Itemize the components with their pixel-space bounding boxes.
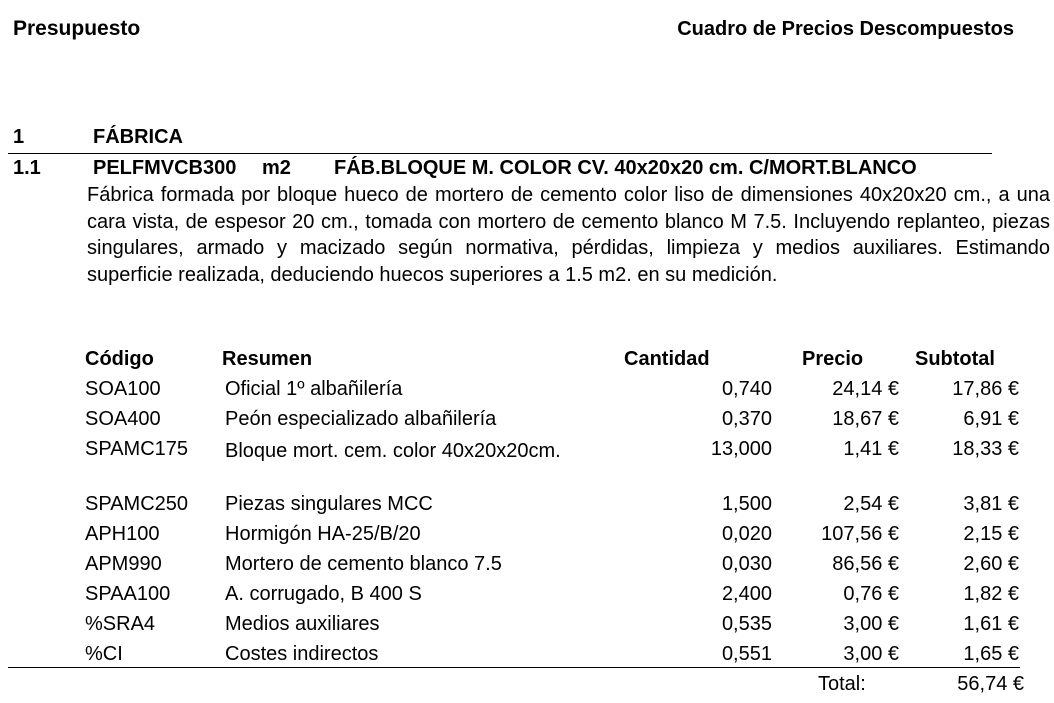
row-code: SPAMC175 [85, 438, 189, 460]
row-summary: Costes indirectos [225, 643, 379, 665]
row-summary: A. corrugado, B 400 S [225, 583, 422, 605]
item-code: PELFMVCB300 [93, 157, 237, 179]
row-code: SOA100 [85, 378, 161, 400]
row-quantity: 13,000 [710, 438, 772, 460]
row-summary: Bloque mort. cem. color 40x20x20cm. [225, 440, 561, 462]
row-quantity: 0,551 [721, 643, 772, 665]
row-code: %CI [85, 643, 123, 665]
chapter-divider [8, 153, 992, 154]
item-unit: m2 [262, 157, 291, 179]
column-header-summary: Resumen [222, 348, 313, 370]
row-price: 0,76 € [843, 583, 899, 605]
document-type-title: Cuadro de Precios Descompuestos [677, 18, 1014, 40]
row-price: 24,14 € [832, 378, 899, 400]
item-number: 1.1 [13, 157, 41, 179]
row-code: APH100 [85, 523, 160, 545]
column-header-price: Precio [802, 348, 864, 370]
row-quantity: 2,400 [721, 583, 772, 605]
row-price: 18,67 € [832, 408, 899, 430]
row-subtotal: 17,86 € [952, 378, 1019, 400]
row-price: 86,56 € [832, 553, 899, 575]
row-quantity: 1,500 [721, 493, 772, 515]
row-code: %SRA4 [85, 613, 156, 635]
column-header-quantity: Cantidad [624, 348, 710, 370]
row-price: 1,41 € [843, 438, 899, 460]
chapter-number: 1 [13, 126, 25, 148]
item-description: Fábrica formada por bloque hueco de mortero de cemento color liso de dimensiones 40x20x20 cm., a una cara vista, de espesor 20 cm., tomada con mortero de cemento blanco M 7.5. Incluyendo replanteo, piezas singulares, armado y macizado según normativa, pérdidas, limpieza y medios auxiliares. Estimando superficie realizada, deduciendo huecos superiores a 1.5 m2. en su medición. [87, 184, 1050, 286]
row-price: 3,00 € [843, 613, 899, 635]
row-summary: Mortero de cemento blanco 7.5 [225, 553, 502, 575]
total-divider [8, 667, 1020, 668]
row-code: SPAA100 [85, 583, 171, 605]
row-subtotal: 1,61 € [963, 613, 1019, 635]
row-summary: Oficial 1º albañilería [225, 378, 403, 400]
row-code: SOA400 [85, 408, 161, 430]
row-code: SPAMC250 [85, 493, 189, 515]
row-subtotal: 18,33 € [952, 438, 1019, 460]
row-quantity: 0,535 [721, 613, 772, 635]
row-quantity: 0,740 [721, 378, 772, 400]
total-label: Total: [818, 673, 866, 695]
page-title: Presupuesto [13, 17, 141, 40]
total-value: 56,74 € [957, 673, 1024, 695]
row-summary: Medios auxiliares [225, 613, 380, 635]
row-quantity: 0,370 [721, 408, 772, 430]
row-summary: Peón especializado albañilería [225, 408, 497, 430]
row-quantity: 0,030 [721, 553, 772, 575]
row-quantity: 0,020 [721, 523, 772, 545]
row-subtotal: 2,15 € [963, 523, 1019, 545]
row-price: 3,00 € [843, 643, 899, 665]
row-subtotal: 1,82 € [963, 583, 1019, 605]
row-price: 2,54 € [843, 493, 899, 515]
row-summary: Piezas singulares MCC [225, 493, 433, 515]
chapter-title: FÁBRICA [93, 126, 183, 148]
row-subtotal: 6,91 € [963, 408, 1019, 430]
column-header-code: Código [85, 348, 154, 370]
row-code: APM990 [85, 553, 162, 575]
row-price: 107,56 € [821, 523, 899, 545]
column-header-subtotal: Subtotal [915, 348, 995, 370]
item-title: FÁB.BLOQUE M. COLOR CV. 40x20x20 cm. C/MORT.BLANCO [334, 157, 917, 179]
row-summary: Hormigón HA-25/B/20 [225, 523, 421, 545]
row-subtotal: 3,81 € [963, 493, 1019, 515]
row-subtotal: 2,60 € [963, 553, 1019, 575]
row-subtotal: 1,65 € [963, 643, 1019, 665]
